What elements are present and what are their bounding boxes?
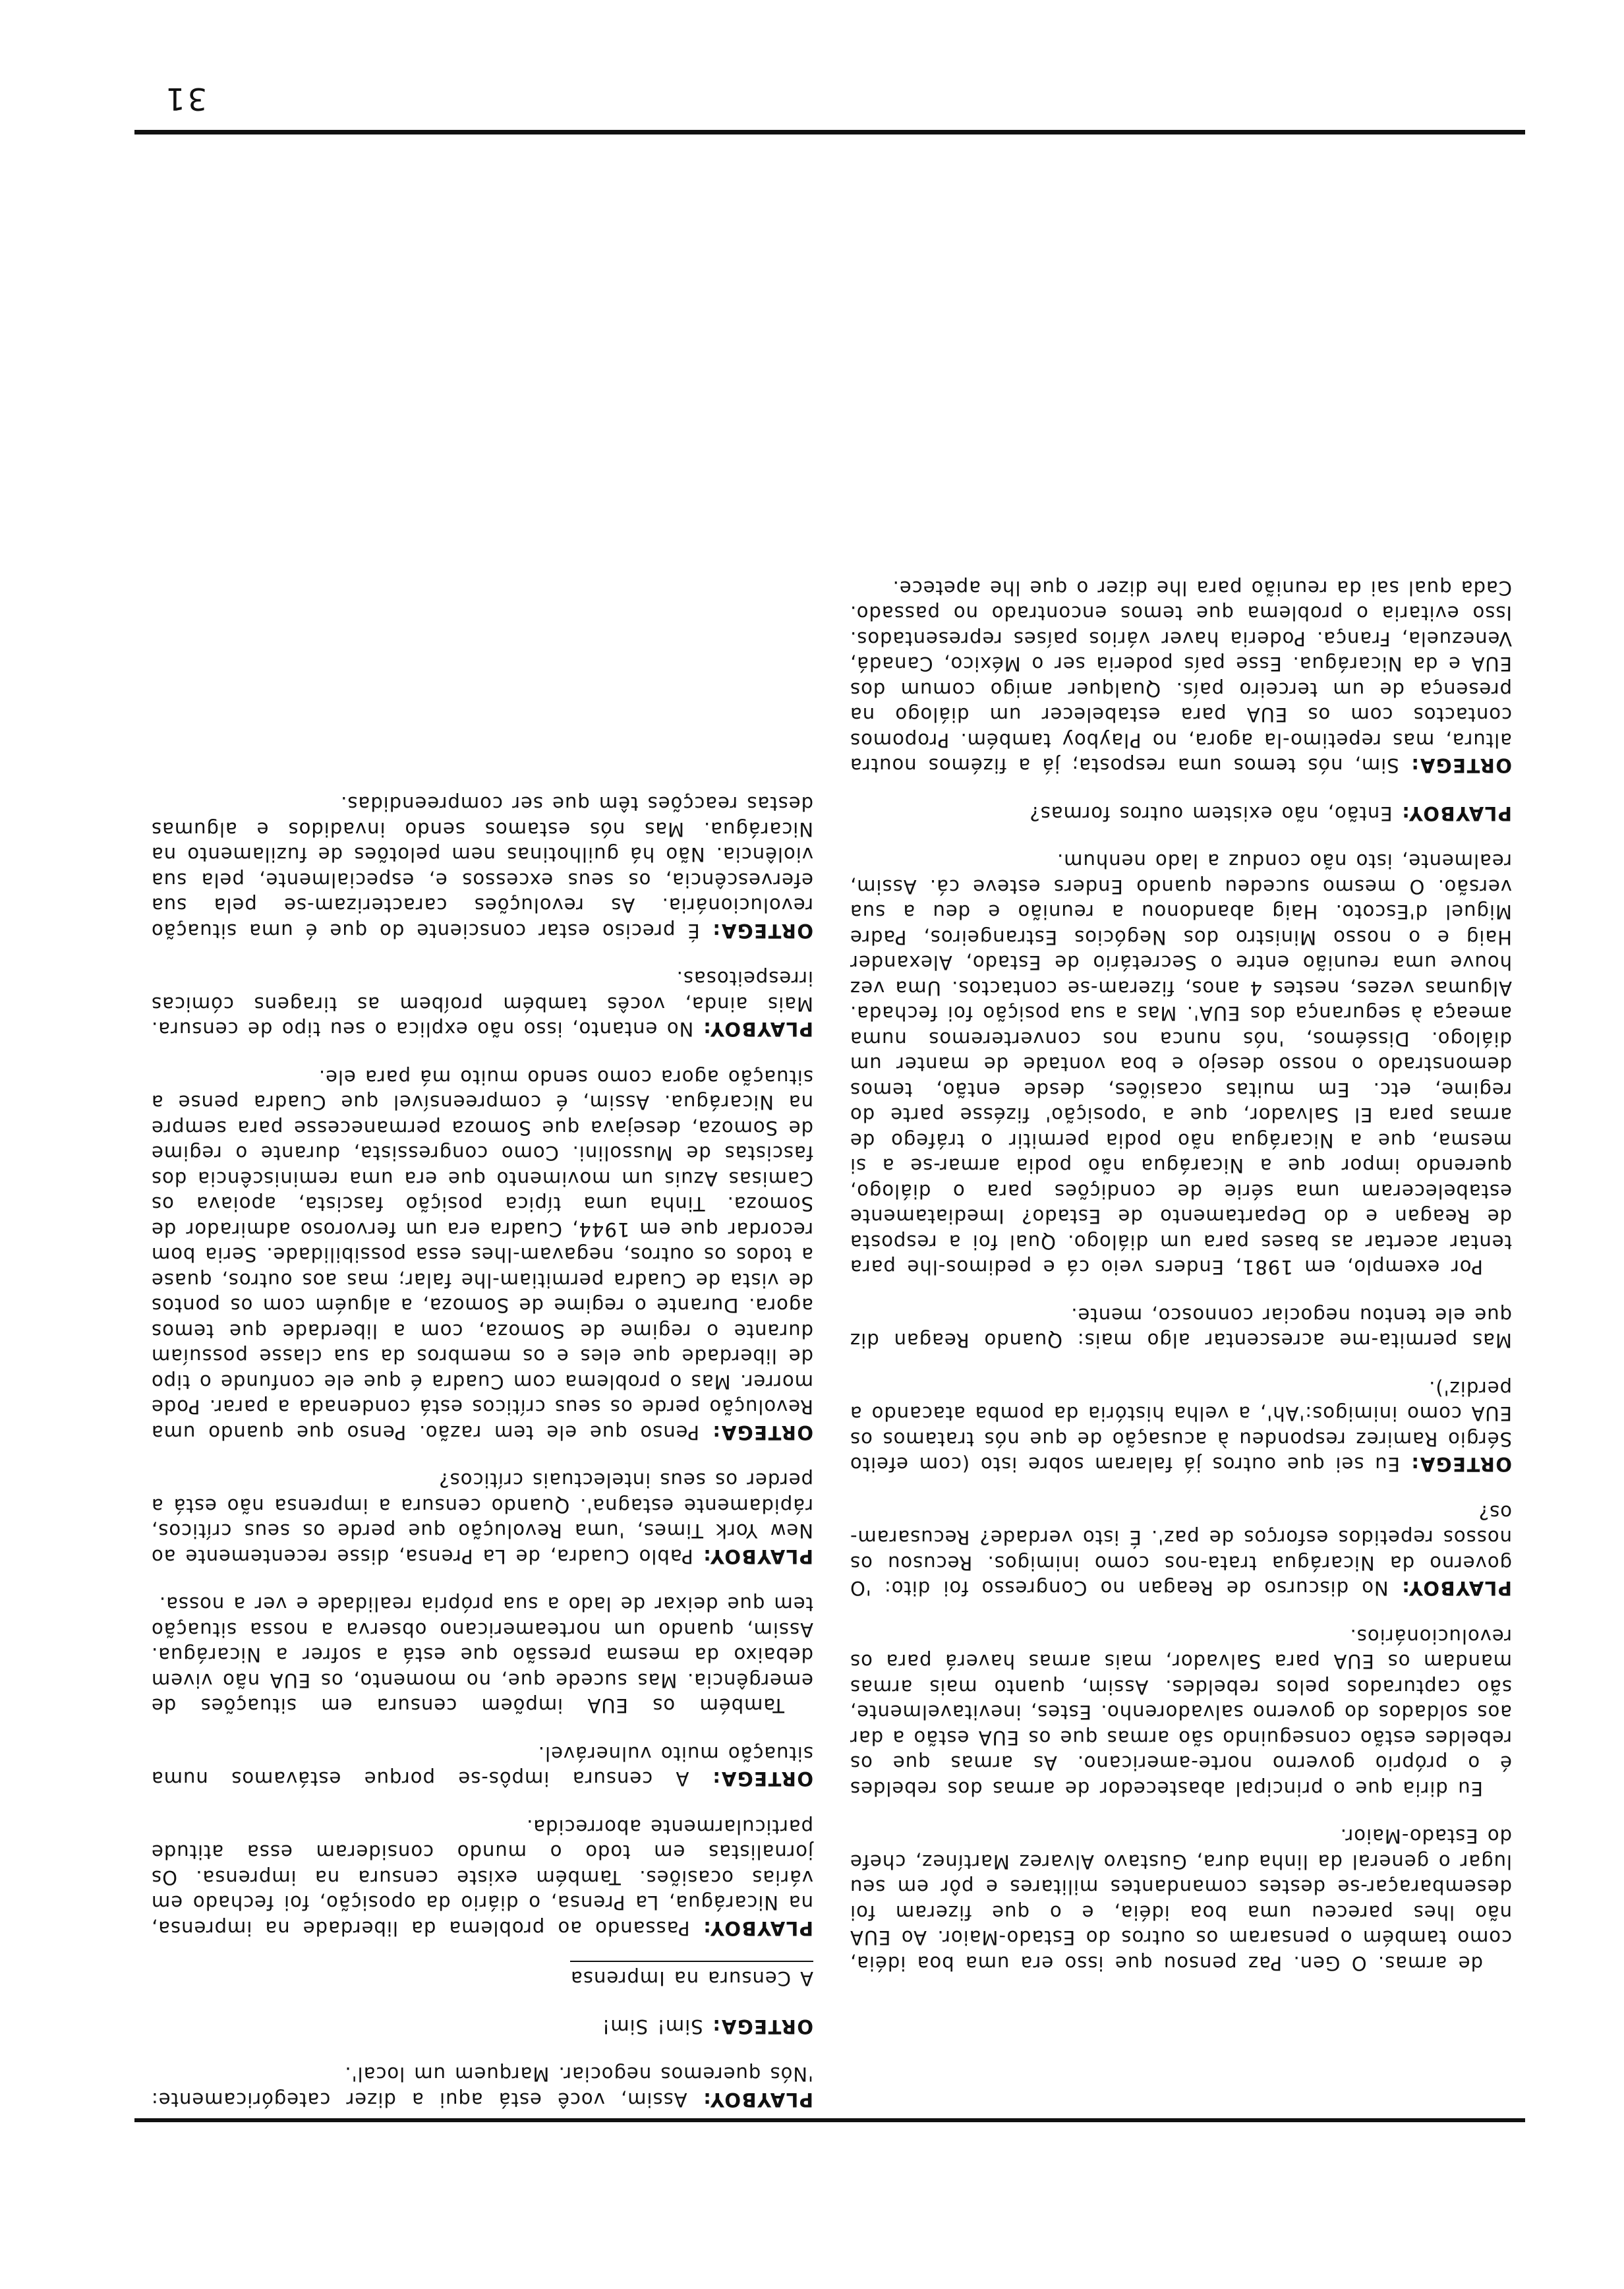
right-column xyxy=(151,769,813,2112)
body-paragraph: Também os EUA impõem censura em situações de emergência. Mas sucede que, no momento, os EUA não vivem debaixo da mesma pressão que está a sofrer a Nicarágua. Assim, quando um norteamericano observa a nossa situação tem que deixar de lado a sua própria realidade e ver a nossa. xyxy=(151,1593,813,1717)
dialogue-paragraph xyxy=(151,966,813,1042)
speaker-label: ORTEGA: xyxy=(711,2015,813,2038)
speaker-label: ORTEGA: xyxy=(711,920,813,942)
dialogue-text: No entanto, isso não explica o seu tipo de censura. Mais ainda, vocês também proíbem as tiragens cómicas irrespeitosas. xyxy=(150,967,813,1041)
dialogue-paragraph xyxy=(151,2062,813,2112)
speaker-label: PLAYBOY: xyxy=(1401,1577,1512,1600)
dialogue-text: Passando ao problema da liberdade na imprensa, na Nicarágua, La Prensa, o diário da oposição, foi fechado em várias ocasiões. Também existe censura na imprensa. Os jornalistas em todo o mundo consideram essa atitude particularmente aborrecida. xyxy=(150,1816,813,1940)
page-number: 31 xyxy=(163,81,207,117)
speaker-label: PLAYBOY: xyxy=(702,2089,813,2111)
dialogue-paragraph xyxy=(850,1500,1512,1601)
dialogue-text: A censura impôs-se porque estávamos numa situação muito vulnerável. xyxy=(151,1742,813,1791)
dialogue-paragraph xyxy=(151,791,813,943)
dialogue-paragraph xyxy=(151,1814,813,1942)
dialogue-text: Sim, nós temos uma resposta; já a fizémos noutra altura, mas repetimo-la agora, no Playboy também. Propomos contactos com os EUA para estabelecer um diálogo na presença de um terceiro país. Qualquer amigo comum dos EUA e da Nicarágua. Esse país poderia ser o México, Canadá, Venezuela, França. Poderia haver vários países representados. Isso evitaria o problema que temos encontrado no passado. Cada qual sai da reunião para lhe dizer o que lhe apetece. xyxy=(850,577,1512,777)
speaker-label: PLAYBOY: xyxy=(1401,802,1512,825)
body-paragraph: de armas. O Gen. Paz pensou que isso era uma boa idéia, como também o pensaram os outros do Estado-Maior. Ao EUA não lhes pareceu uma boa idéia, e o que fizeram foi desembaraçar-se destes comandantes militares e pôr em seu lugar o general da linha dura, Gustavo Alvarez Martínez, chefe do Estado-Maior. xyxy=(850,1825,1512,1975)
dialogue-text: Eu sei que outros já falaram sobre isto (com efeito Sérgio Ramirez respondeu à acusação de que nós tratamos os EUA como inimigos:'Ah', a velha história da pomba atacando a perdiz'). xyxy=(849,1377,1512,1476)
speaker-label: ORTEGA: xyxy=(1410,1453,1512,1476)
dialogue-paragraph xyxy=(850,801,1512,827)
speaker-label: PLAYBOY: xyxy=(702,1917,813,1940)
dialogue-paragraph xyxy=(151,2014,813,2040)
body-paragraph: Por exemplo, em 1981, Enders veio cá e pedimos-lhe para tentar acertar as bases para um diálogo. Qual foi a resposta de Reagan e do Departamento de Estado? Imediatamente estabeleceram uma série de condições para o diálogo, querendo impor que a Nicarágua não podia armar-se a si mesma, que a Nicarágua não podia permitir o tráfego de armas para El Salvador, que a 'oposição' fizésse parte do regime, etc. Em muitas ocasiões, desde então, temos demonstrado o nosso desejo e boa vontade de manter um diálogo. Dissémos, 'nós nunca nos converteremos numa ameaça à segurança dos EUA'. Mas a sua posição foi fechada. Algumas vezes, nestes 4 anos, fizeram-se contactos. Uma vez houve uma reunião entre o Secretário de Estado, Alexander Haig e o nosso Ministro dos Negócios Estrangeiros, Padre Miguel d'Escoto. Haig abandonou a reunião e deu a sua versão. O mesmo sucedeu quando Enders esteve cá. Assim, realmente, isto não conduz a lado nenhum. xyxy=(850,850,1512,1279)
dialogue-text: Assim, você está aqui a dizer categóricamente: 'Nós queremos negociar. Marquem um local'. xyxy=(150,2063,813,2111)
dialogue-text: No discurso de Reagan no Congresso foi dito: 'O governo da Nicarágua trata-nos como inimigos. Recusou os nossos repetidos esforços de paz'. É isto verdade? Recusaram-os? xyxy=(850,1501,1512,1600)
body-paragraph: Mas permita-me acrescentar algo mais: Quando Reagan diz que ele tentou negociar connosco, mente. xyxy=(850,1304,1512,1352)
top-rule xyxy=(134,130,1525,134)
dialogue-text: Penso que ele tem razão. Penso que quando uma Revolução perde os seus críticos está condenada a parar. Pode morrer. Mas o problema com Cuadra é que ele confunde o tipo de liberdade que eles e os membros da sua classe possuíam durante o regime de Somoza, com a liberdade que temos agora. Durante o regime de Somoza, a alguém com os pontos de vista de Cuadra permitiam-lhe falar; mas aos outros, quase a todos os outros, negavam-lhes essa possibilidade. Seria bom recordar que em 1944, Cuadra era um fervoroso admirador de Somoza. Tinha uma típica posição fascista, apoiava os Camisas Azuis um movimento que era uma reminiscência dos fascistas de Mussolini. Como congressista, durante o regime de Somoza, desejava que Somoza permanecesse para sempre na Nicarágua. Assim, é compreensível que Cuadra pense a situação agora como sendo muito má para ele. xyxy=(151,1066,813,1444)
dialogue-paragraph xyxy=(850,576,1512,779)
dialogue-text: É preciso estar consciente do que é uma situação revolucionária. As revoluções caracterizam-se pela sua efervescência, os seus excessos e, especialmente, pela sua violência. Não há guilhotinas nem pelotões de fuzilamento na Nicarágua. Mas nós estamos sendo invadidos e algumas destas reacções têm que ser compreendidas. xyxy=(151,792,813,942)
bottom-rule xyxy=(134,2118,1525,2122)
dialogue-paragraph xyxy=(151,1741,813,1792)
dialogue-paragraph xyxy=(850,1376,1512,1477)
speaker-label: PLAYBOY: xyxy=(702,1018,813,1041)
dialogue-text: Então, não existem outros formas? xyxy=(1029,802,1393,825)
section-heading: A Censura na Imprensa xyxy=(570,1961,813,1992)
body-paragraph: Eu diria que o principal abastecedor de armas dos rebeldes é o próprio governo norte-americano. As armas que os rebeldes estão conseguindo são armas que os EUA estão a dar aos soldados do governo salvadorenho. Estes, inevitavelmente, são capturados pelos rebeldes. Assim, quanto mais armas mandam os EUA para Salvador, mais armas haverá para os revolucionários. xyxy=(850,1625,1512,1800)
dialogue-text: Pablo Cuadra, de La Prensa, disse recentemente ao New York Times, 'uma Revolução que perde os seus críticos, rápidamente estagna'. Quando censura a imprensa não está a perder os seus intelectuais críticos? xyxy=(150,1469,813,1568)
dialogue-paragraph xyxy=(151,1065,813,1446)
left-column xyxy=(850,553,1512,1977)
speaker-label: ORTEGA: xyxy=(711,1768,813,1791)
speaker-label: ORTEGA: xyxy=(1410,754,1512,777)
dialogue-paragraph xyxy=(151,1468,813,1569)
dialogue-text: Sim! Sim! xyxy=(601,2015,703,2038)
speaker-label: PLAYBOY: xyxy=(702,1545,813,1568)
speaker-label: ORTEGA: xyxy=(711,1421,813,1444)
